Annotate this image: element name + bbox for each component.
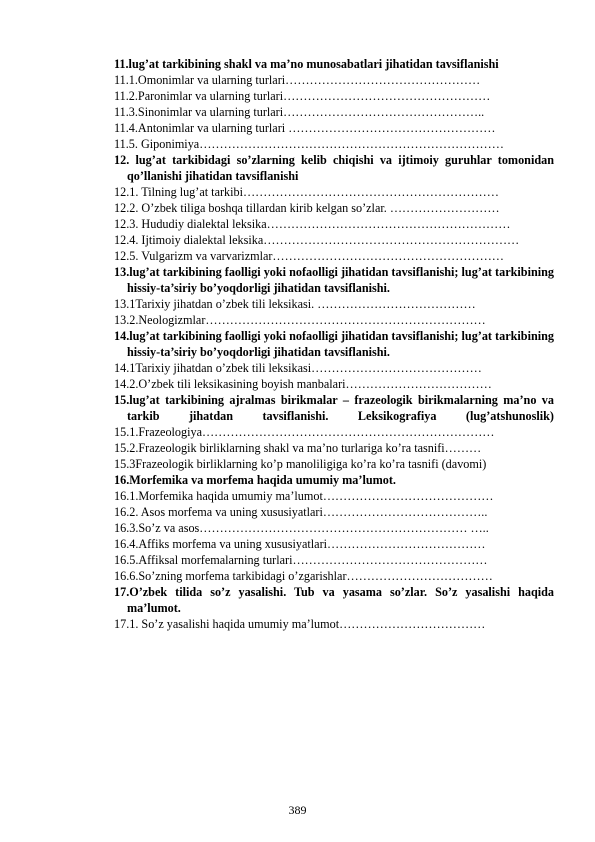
section-heading: 14.lug’at tarkibining faolligi yoki nofaolligi jihatidan tavsiflanishi; lug’at tarkibining hissiy-ta’siriy bo’yoqdorligi jihatidan tavsiflanishi. bbox=[114, 329, 554, 359]
toc-item: 12.1. Tilning lug’at tarkibi……………………………………………………… bbox=[114, 185, 499, 199]
toc-item: 15.2.Frazeologik birliklarning shakl va ma’no turlariga ko’ra tasnifi……… bbox=[114, 441, 482, 455]
toc-item: 14.2.O’zbek tili leksikasining boyish manbalari……………………………… bbox=[114, 377, 492, 391]
toc-item: 13.1Tarixiy jihatdan o’zbek tili leksikasi. ………………………………… bbox=[114, 297, 476, 311]
toc-item: 11.5. Giponimiya………………………………………………………………… bbox=[114, 137, 504, 151]
toc-item: 16.5.Affiksal morfemalarning turlari………………………………………… bbox=[114, 553, 488, 567]
toc-item: 11.4.Antonimlar va ularning turlari …………………………………………… bbox=[114, 121, 496, 135]
table-of-contents bbox=[114, 56, 554, 632]
section-heading: 16.Morfemika va morfema haqida umumiy ma’lumot. bbox=[114, 473, 396, 487]
toc-item: 11.1.Omonimlar va ularning turlari………………………………………… bbox=[114, 73, 481, 87]
toc-item: 12.4. Ijtimoiy dialektal leksika……………………………………………………… bbox=[114, 233, 520, 247]
section-heading: 13.lug’at tarkibining faolligi yoki nofaolligi jihatidan tavsiflanishi; lug’at tarkibining hissiy-ta’siriy bo’yoqdorligi jihatidan tavsiflanishi. bbox=[114, 265, 554, 295]
toc-item: 13.2.Neologizmlar…………………………………………………………… bbox=[114, 313, 486, 327]
page-number: 389 bbox=[288, 803, 307, 817]
toc-item: 17.1. So’z yasalishi haqida umumiy ma’lumot……………………………… bbox=[114, 617, 486, 631]
toc-item: 15.1.Frazeologiya……………………………………………………………… bbox=[114, 425, 495, 439]
toc-item: 16.6.So’zning morfema tarkibidagi o’zgarishlar……………………………… bbox=[114, 569, 493, 583]
toc-item: 11.3.Sinonimlar va ularning turlari………………………………………….. bbox=[114, 105, 485, 119]
toc-item: 16.3.So’z va asos………………………………………………………… ….. bbox=[114, 521, 489, 535]
section-heading: 11.lug’at tarkibining shakl va ma’no munosabatlari jihatidan tavsiflanishi bbox=[114, 57, 499, 71]
toc-item: 16.4.Affiks morfema va uning xususiyatlari………………………………… bbox=[114, 537, 486, 551]
toc-item: 15.3Frazeologik birliklarning ko’p manoliligiga ko’ra ko’ra tasnifi (davomi) bbox=[114, 457, 487, 471]
section-heading: 12. lug’at tarkibidagi so’zlarning kelib chiqishi va ijtimoiy guruhlar tomonidan qo’llanishi jihatidan tavsiflanishi bbox=[114, 153, 554, 183]
toc-item: 16.1.Morfemika haqida umumiy ma’lumot…………………………………… bbox=[114, 489, 494, 503]
toc-item: 11.2.Paronimlar va ularning turlari…………………………………………… bbox=[114, 89, 491, 103]
section-heading: 15.lug’at tarkibining ajralmas birikmalar – frazeologik birikmalarning ma’no va tarkib jihatdan tavsiflanishi. Leksikografiya (lug’atshunoslik) bbox=[114, 393, 554, 423]
toc-item: 16.2. Asos morfema va uning xususiyatlari………………………………….. bbox=[114, 505, 488, 519]
toc-item: 12.5. Vulgarizm va varvarizmlar………………………………………………… bbox=[114, 249, 504, 263]
toc-item: 14.1Tarixiy jihatdan o’zbek tili leksikasi…………………………………… bbox=[114, 361, 482, 375]
section-heading: 17.O’zbek tilida so’z yasalishi. Tub va yasama so’zlar. So’z yasalishi haqida ma’lumot. bbox=[114, 585, 554, 615]
toc-item: 12.2. O’zbek tiliga boshqa tillardan kirib kelgan so’zlar. ……………………… bbox=[114, 201, 500, 215]
toc-item: 12.3. Hududiy dialektal leksika…………………………………………………… bbox=[114, 217, 511, 231]
